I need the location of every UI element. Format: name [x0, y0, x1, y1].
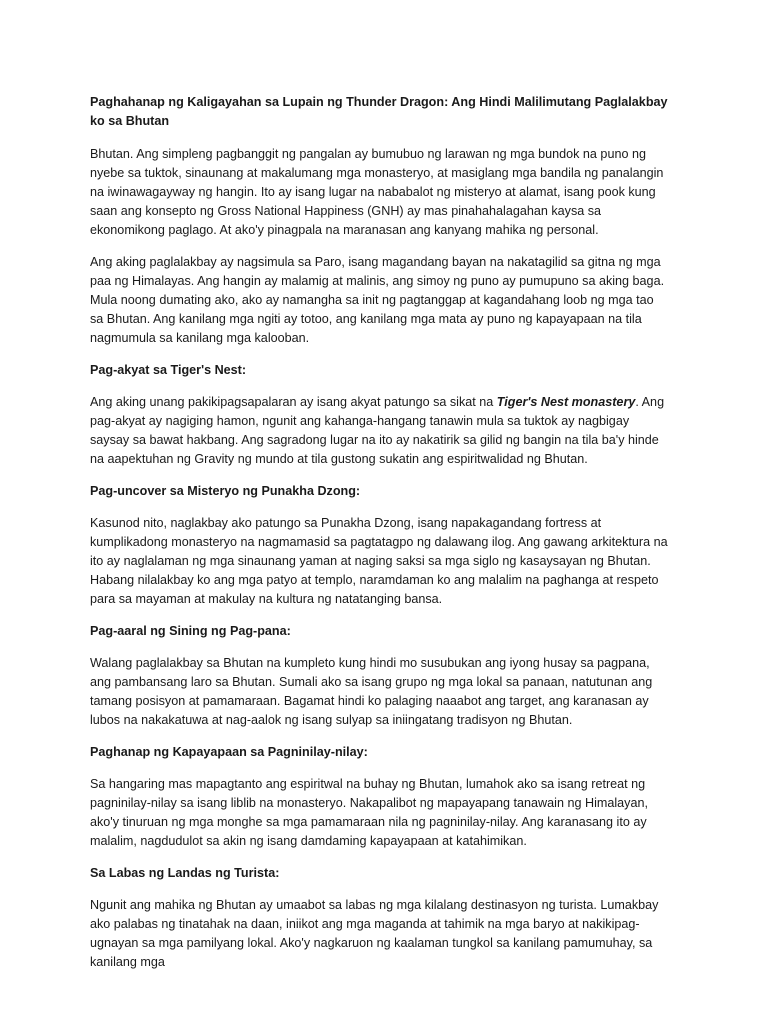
section-body-meditation: Sa hangaring mas mapagtanto ang espiritwal na buhay ng Bhutan, lumahok ako sa isang retreat ng pagninilay-nilay sa isang liblib na monasteryo. Nakapalibot ng mapayapang tanawain ng Himalayan, ako'y tinuruan ng mga monghe sa mga pamamaraan nila ng pagninilay-nilay. Ang karanasang ito ay malalim, nagdudulot sa akin ng isang damdaming kapayapaan at katahimikan. [90, 777, 648, 848]
section-heading-tigers-nest: Pag-akyat sa Tiger's Nest: [90, 363, 247, 377]
section-heading-punakha-dzong: Pag-uncover sa Misteryo ng Punakha Dzong: [90, 484, 361, 498]
document-title: Paghahanap ng Kaligayahan sa Lupain ng Thunder Dragon: Ang Hindi Malilimutang Paglalakbay ko sa Bhutan [90, 95, 668, 128]
intro-paragraph-1: Bhutan. Ang simpleng pagbanggit ng pangalan ay bumubuo ng larawan ng mga bundok na puno ng nyebe sa tuktok, sinaunang at makalumang mga monasteryo, at masiglang mga bandila ng panalangin na iwinawagayway ng hangin. Ito ay isang lugar na nababalot ng misteryo at alamat, isang pook kung saan ang konsepto ng Gross National Happiness (GNH) ay mas pinahahalagahan kaysa sa ekonomikong paglago. At ako'y pinagpala na maranasan ang kanyang mahika ng personal. [90, 147, 664, 237]
section-body-tigers-nest [90, 393, 670, 469]
tigers-nest-text-before: Ang aking unang pakikipagsapalaran ay isang akyat patungo sa sikat na [90, 395, 497, 409]
section-heading-archery: Pag-aaral ng Sining ng Pag-pana: [90, 624, 291, 638]
section-heading-off-tourist-path: Sa Labas ng Landas ng Turista: [90, 866, 280, 880]
tigers-nest-text-after: . Ang pag-akyat ay nagiging hamon, ngunit ang kahanga-hangang tanawin mula sa tuktok ay nagbigay saysay sa bawat hakbang. Ang sagradong lugar na ito ay nakatirik sa gilid ng bangin na tila ba'y hinde na aapektuhan ng Gravity ng mundo at tila gustong sukatin ang espiritwalidad ng Bhutan. [90, 395, 665, 466]
section-heading-meditation: Paghanap ng Kapayapaan sa Pagninilay-nilay: [90, 745, 368, 759]
section-body-punakha-dzong: Kasunod nito, naglakbay ako patungo sa Punakha Dzong, isang napakagandang fortress at kumplikadong monasteryo na nagmamasid sa pagtatagpo ng dalawang ilog. Ang gawang arkitektura na ito ay naglalaman ng mga sinaunang yaman at naging saksi sa mga siglo ng kasaysayan ng Bhutan. Habang nilalakbay ko ang mga patyo at templo, naramdaman ko ang malalim na paghanga at respeto para sa mayaman at makulay na kultura ng natatanging bansa. [90, 516, 668, 606]
tigers-nest-emphasis: Tiger's Nest monastery [496, 395, 636, 409]
intro-paragraph-2: Ang aking paglalakbay ay nagsimula sa Paro, isang magandang bayan na nakatagilid sa gitna ng mga paa ng Himalayas. Ang hangin ay malamig at malinis, ang simoy ng puno ay pumupuno sa aking baga. Mula noong dumating ako, ako ay namangha sa init ng pagtanggap at kagandahang loob ng mga tao sa Bhutan. Ang kanilang mga ngiti ay totoo, ang kanilang mga mata ay puno ng kapayapaan na tila nagmumula sa kanilang mga kalooban. [90, 255, 665, 345]
section-body-off-tourist-path: Ngunit ang mahika ng Bhutan ay umaabot sa labas ng mga kilalang destinasyon ng turista. Lumakbay ako palabas ng tinatahak na daan, iniikot ang mga maganda at tahimik na mga baryo at nakikipag-ugnayan sa mga pamilyang lokal. Ako'y nagkaruon ng kaalaman tungkol sa kanilang pamumuhay, sa kanilang mga [90, 898, 659, 969]
section-body-archery: Walang paglalakbay sa Bhutan na kumpleto kung hindi mo susubukan ang iyong husay sa pagpana, ang pambansang laro sa Bhutan. Sumali ako sa isang grupo ng mga lokal sa panaan, natutunan ang tamang posisyon at pamamaraan. Bagamat hindi ko palaging naaabot ang target, ang karanasan ay lubos na nakakatuwa at nag-aalok ng isang sulyap sa iniingatang tradisyon ng Bhutan. [90, 656, 653, 727]
document-page [90, 93, 670, 985]
